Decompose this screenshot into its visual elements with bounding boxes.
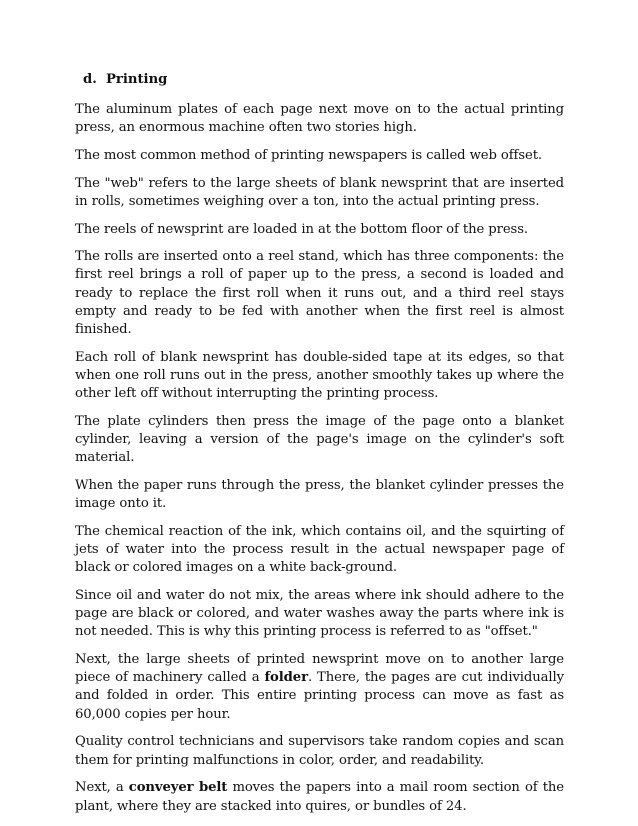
section-title: Printing	[106, 72, 168, 87]
bold-term-folder: folder	[264, 670, 308, 686]
paragraph: The most common method of printing newspapers is called web offset.	[75, 147, 542, 163]
paragraph: The "web" refers to the large sheets of blank newsprint that are inserted in rolls, sometimes weighing over a ton, into the actual printing press.	[75, 175, 564, 209]
paragraph: The rolls are inserted onto a reel stand, which has three components: the first reel brings a roll of paper up to the press, a second is loaded and ready to replace the first roll when it runs out, and a third reel stays empty and ready to be fed with another when the first reel is almost finished.	[75, 249, 564, 338]
paragraph: The aluminum plates of each page next move on to the actual printing press, an enormous machine often two stories high.	[75, 102, 564, 136]
section-heading	[83, 71, 564, 89]
paragraph-text: Next, a	[75, 780, 129, 796]
paragraph: Each roll of blank newsprint has double-sided tape at its edges, so that when one roll runs out in the press, another smoothly takes up where the other left off without interrupting the printing process.	[75, 349, 564, 402]
paragraph: Quality control technicians and supervisors take random copies and scan them for printing malfunctions in color, order, and readability.	[75, 734, 564, 768]
paragraph: The chemical reaction of the ink, which contains oil, and the squirting of jets of water into the process result in the actual newspaper page of black or colored images on a white back-ground.	[75, 523, 564, 576]
paragraph: The plate cylinders then press the image of the page onto a blanket cylinder, leaving a version of the page's image on the cylinder's soft material.	[75, 413, 564, 466]
paragraph-text: moves the papers into a mail room section of the plant, where they are stacked into quires, or bundles of 24.	[75, 780, 564, 814]
paragraph: Since oil and water do not mix, the areas where ink should adhere to the page are black or colored, and water washes away the parts where ink is not needed. This is why this printing process is referred to as "offset."	[75, 587, 564, 640]
paragraph	[75, 651, 564, 724]
bold-term-conveyer-belt: conveyer belt	[128, 780, 228, 796]
paragraph-text: Next, the large sheets of printed newsprint move on to another large piece of machinery called a	[75, 652, 564, 686]
paragraph	[75, 779, 564, 815]
section-label: d.	[83, 72, 97, 87]
document-page	[75, 71, 564, 825]
paragraph: The reels of newsprint are loaded in at the bottom floor of the press.	[75, 221, 528, 237]
paragraph: When the paper runs through the press, the blanket cylinder presses the image onto it.	[75, 477, 564, 512]
paragraph-text: . There, the pages are cut individually and folded in order. This entire printing process can move as fast as 60,000 copies per hour.	[75, 670, 564, 722]
